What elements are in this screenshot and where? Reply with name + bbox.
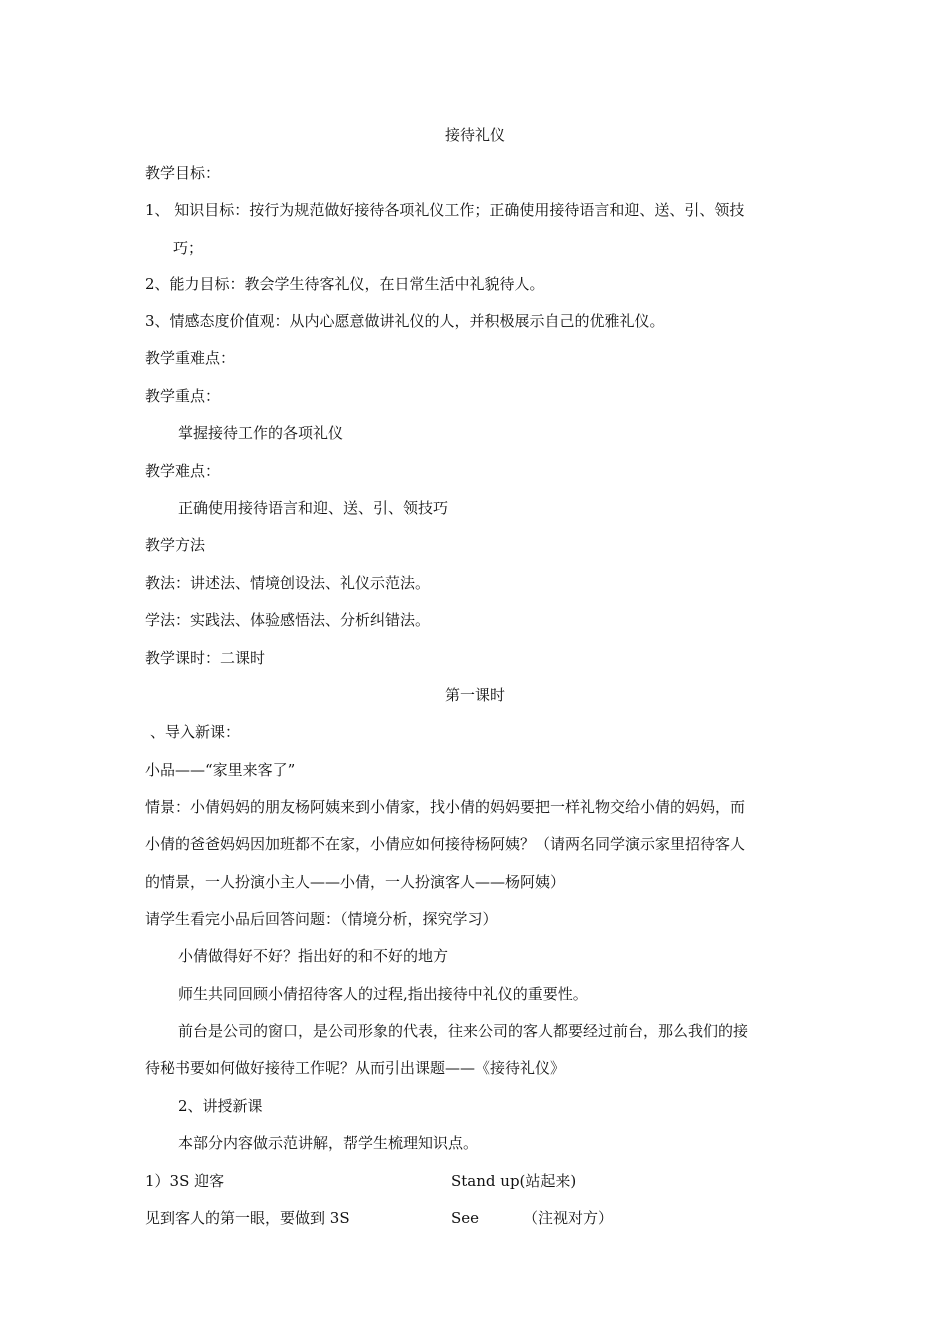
difficult-points-text: 正确使用接待语言和迎、送、引、领技巧 (178, 499, 449, 517)
three-s-intro: 见到客人的第一眼，要做到 3S (145, 1209, 350, 1227)
new-lesson-heading: 2、讲授新课 (178, 1097, 263, 1115)
skit-title: 小品——“家里来客了” (145, 761, 296, 779)
teaching-method: 教法：讲述法、情境创设法、礼仪示范法。 (145, 574, 431, 592)
objective-1-line-2: 巧； (173, 239, 204, 257)
key-points-heading: 教学重点： (145, 387, 221, 405)
frontdesk-line-2: 待秘书要如何做好接待工作呢？从而引出课题——《接待礼仪》 (145, 1059, 566, 1077)
document-title: 接待礼仪 (444, 126, 505, 144)
key-difficult-heading: 教学重难点： (145, 349, 236, 367)
questions-intro: 请学生看完小品后回答问题：（情境分析，探究学习） (145, 910, 498, 928)
three-s-item-2-note: （注视对方） (523, 1209, 614, 1227)
frontdesk-line-1: 前台是公司的窗口，是公司形象的代表，往来公司的客人都要经过前台，那么我们的接 (178, 1022, 749, 1040)
scenario-line-2: 小倩的爸爸妈妈因加班都不在家，小倩应如何接待杨阿姨？（请两名同学演示家里招待客人 (145, 835, 746, 853)
objectives-heading: 教学目标： (145, 164, 221, 182)
class-hours: 教学课时：二课时 (145, 649, 266, 667)
three-s-item-2-word: See (451, 1209, 480, 1227)
difficult-points-heading: 教学难点： (145, 462, 221, 480)
three-s-heading: 1）3S 迎客 (145, 1172, 225, 1190)
scenario-line-1: 情景：小倩妈妈的朋友杨阿姨来到小倩家，找小倩的妈妈要把一样礼物交给小倩的妈妈，而 (145, 798, 746, 816)
learning-method: 学法：实践法、体验感悟法、分析纠错法。 (145, 611, 431, 629)
question-1: 小倩做得好不好？指出好的和不好的地方 (178, 947, 449, 965)
objective-2: 2、能力目标：教会学生待客礼仪，在日常生活中礼貌待人。 (145, 275, 545, 293)
methods-heading: 教学方法 (145, 536, 206, 554)
key-points-text: 掌握接待工作的各项礼仪 (178, 424, 344, 442)
objective-1-line-1: 1、 知识目标：按行为规范做好接待各项礼仪工作；正确使用接待语言和迎、送、引、领技 (145, 201, 745, 219)
intro-heading: 、导入新课： (150, 723, 241, 741)
review-text: 师生共同回顾小倩招待客人的过程,指出接待中礼仪的重要性。 (178, 985, 588, 1003)
scenario-line-3: 的情景，一人扮演小主人——小倩，一人扮演客人——杨阿姨） (145, 873, 566, 891)
new-lesson-text: 本部分内容做示范讲解，帮学生梳理知识点。 (178, 1134, 479, 1152)
lesson-1-title: 第一课时 (444, 686, 505, 704)
three-s-item-1: Stand up(站起来) (451, 1172, 577, 1190)
objective-3: 3、情感态度价值观：从内心愿意做讲礼仪的人，并积极展示自己的优雅礼仪。 (145, 312, 665, 330)
